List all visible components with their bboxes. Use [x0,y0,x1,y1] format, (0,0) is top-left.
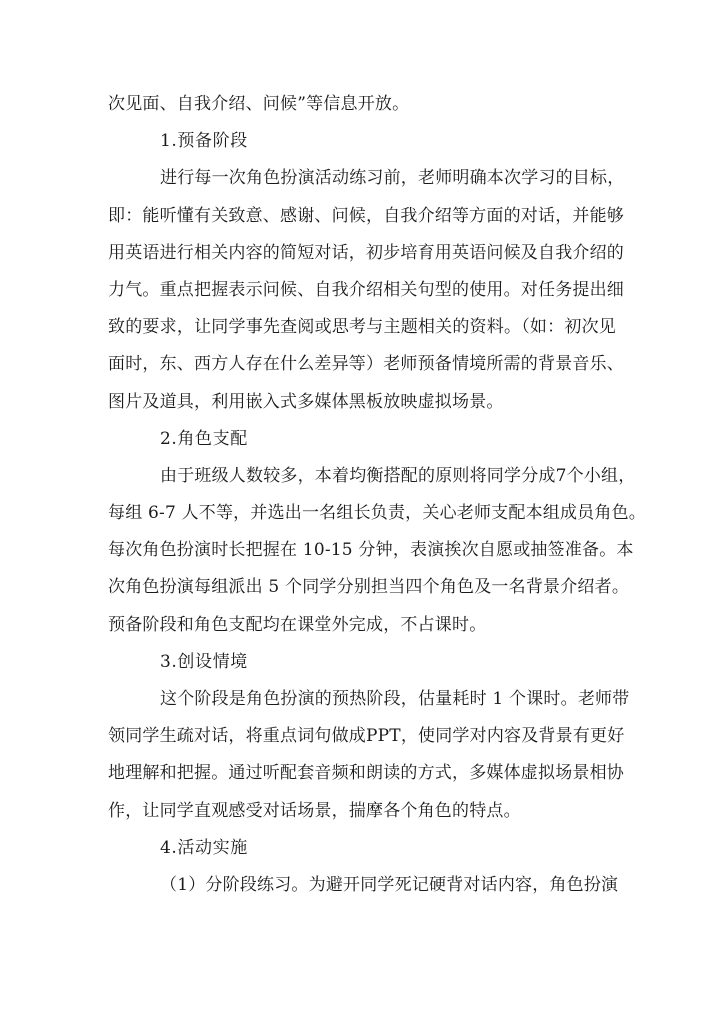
paragraph-line: 致的要求，让同学事先查阅或思考与主题相关的资料。（如：初次见 [108,317,616,338]
paragraph-line-last: 预备阶段和角色支配均在课堂外完成，不占课时。 [108,614,487,635]
paragraph-line: 面时，东、西方人存在什么差异等）老师预备情境所需的背景音乐、 [108,354,624,375]
paragraph-line: 每组 6-7 人不等，并选出一名组长负责，关心老师支配本组成员角色。 [108,503,646,524]
section-heading-preparation: 1.预备阶段 [160,131,248,152]
paragraph-line: 用英语进行相关内容的简短对话，初步培育用英语问候及自我介绍的 [108,242,624,263]
paragraph-line: 每次角色扮演时长把握在 10-15 分钟，表演挨次自愿或抽签准备。本 [108,540,634,561]
section-heading-create-scenario: 3.创设情境 [160,651,248,672]
paragraph-line: 由于班级人数较多，本着均衡搭配的原则将同学分成7个小组， [160,465,636,486]
paragraph-line: 这个阶段是角色扮演的预热阶段，估量耗时 1 个课时。老师带 [160,689,630,709]
paragraph-line: 力气。重点把握表示问候、自我介绍相关句型的使用。对任务提出细 [108,279,624,300]
document-body [108,86,646,904]
section-heading-implementation: 4.活动实施 [160,837,248,858]
paragraph-line: 次角色扮演每组派出 5 个同学分别担当四个角色及一名背景介绍者。 [108,577,630,598]
subsection-line: （1）分阶段练习。为避开同学死记硬背对话内容，角色扮演 [160,874,619,895]
section-heading-role-assignment: 2.角色支配 [160,428,248,449]
paragraph-line: 即：能听懂有关致意、感谢、问候，自我介绍等方面的对话，并能够 [108,205,624,226]
paragraph-line-last: 作，让同学直观感受对话场景，揣摩各个角色的特点。 [108,800,521,821]
paragraph-line: 进行每一次角色扮演活动练习前，老师明确本次学习的目标， [160,168,625,189]
paragraph-line: 领同学生疏对话，将重点词句做成PPT，使同学对内容及背景有更好 [108,726,625,747]
paragraph-line-last: 图片及道具，利用嵌入式多媒体黑板放映虚拟场景。 [108,391,504,412]
paragraph-continuation-line: 次见面、自我介绍、问候”等信息开放。 [108,94,410,114]
paragraph-line: 地理解和把握。通过听配套音频和朗读的方式，多媒体虚拟场景相协 [108,763,624,784]
